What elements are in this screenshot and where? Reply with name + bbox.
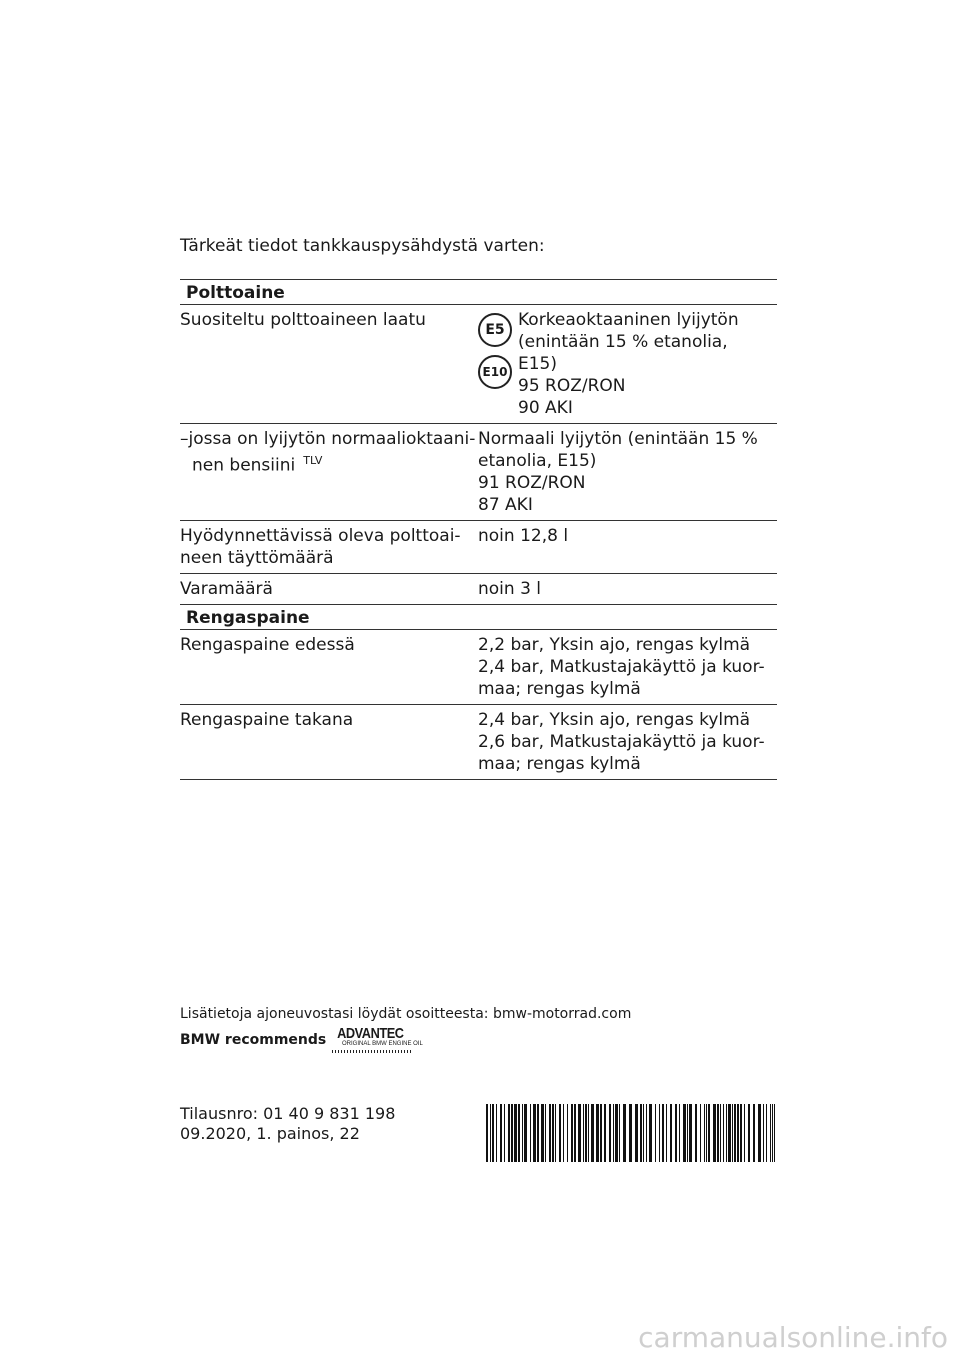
- table-row: [180, 704, 777, 780]
- row-value: [478, 309, 777, 419]
- label-text: nen bensiini: [192, 455, 296, 476]
- row-value: [478, 709, 777, 775]
- section-tire-pressure: Rengaspaine: [180, 604, 777, 629]
- watermark: carmanualsonline.info: [638, 1321, 948, 1354]
- row-value: noin 3 l: [478, 579, 542, 599]
- row-label: Varamäärä: [180, 579, 273, 599]
- text-line: [180, 450, 478, 477]
- edition-info: 09.2020, 1. painos, 22: [180, 1124, 360, 1143]
- text-line: Hyödynnettävissä oleva polttoai-: [180, 526, 461, 546]
- row-label: Rengaspaine takana: [180, 710, 354, 730]
- row-label: Rengaspaine edessä: [180, 635, 355, 655]
- text-line: etanolia, E15): [478, 451, 597, 471]
- text-line: maa; rengas kylmä: [478, 679, 641, 699]
- text-line: –jossa on lyijytön normaalioktaani-: [180, 429, 476, 449]
- advantec-brand: ADVANTEC: [337, 1025, 404, 1042]
- text-line: 2,4 bar, Matkustajakäyttö ja kuor-: [478, 657, 765, 677]
- text-line: neen täyttömäärä: [180, 548, 334, 568]
- advantec-stripe: [332, 1050, 412, 1053]
- row-value: [478, 634, 777, 700]
- intro-text: Tärkeät tiedot tankkauspysähdystä varten:: [180, 236, 545, 256]
- order-info: [180, 1104, 395, 1144]
- text-line: Korkeaoktaaninen lyijytön: [518, 310, 739, 330]
- table-row: [180, 573, 777, 604]
- more-info-text: Lisätietoja ajoneuvostasi löydät osoitteesta: bmw-motorrad.com: [180, 1006, 632, 1022]
- barcode-icon: [486, 1104, 778, 1162]
- row-label: [180, 428, 478, 516]
- row-value: noin 12,8 l: [478, 526, 569, 546]
- text-line: (enintään 15 % etanolia,: [518, 332, 728, 352]
- table-row: [180, 520, 777, 573]
- bmw-recommends: BMW recommends: [180, 1032, 327, 1048]
- text-line: 90 AKI: [518, 398, 573, 418]
- text-line: 2,4 bar, Yksin ajo, rengas kylmä: [478, 710, 751, 730]
- text-line: E15): [518, 354, 558, 374]
- row-value: [478, 428, 777, 516]
- superscript: TLV: [303, 454, 323, 467]
- text-line: 87 AKI: [478, 495, 533, 515]
- row-label: Suositeltu polttoaineen laatu: [180, 310, 426, 330]
- text-line: Normaali lyijytön (enintään 15 %: [478, 429, 758, 449]
- e10-badge-icon: E10: [478, 355, 512, 389]
- fuel-badges: [478, 309, 512, 419]
- advantec-logo: [332, 1026, 442, 1054]
- section-fuel: Polttoaine: [180, 279, 777, 304]
- table-row: [180, 629, 777, 704]
- text-line: 2,2 bar, Yksin ajo, rengas kylmä: [478, 635, 751, 655]
- text-line: 2,6 bar, Matkustajakäyttö ja kuor-: [478, 732, 765, 752]
- refuel-table: [180, 279, 777, 780]
- row-label: [180, 525, 478, 569]
- table-row: [180, 423, 777, 520]
- text-line: 95 ROZ/RON: [518, 376, 626, 396]
- fuel-quality-text: [518, 309, 739, 419]
- order-number: Tilausnro: 01 40 9 831 198: [180, 1104, 396, 1123]
- e5-badge-icon: E5: [478, 313, 512, 347]
- text-line: maa; rengas kylmä: [478, 754, 641, 774]
- text-line: 91 ROZ/RON: [478, 473, 586, 493]
- table-row: [180, 304, 777, 423]
- advantec-subtitle: ORIGINAL BMW ENGINE OIL: [342, 1041, 423, 1047]
